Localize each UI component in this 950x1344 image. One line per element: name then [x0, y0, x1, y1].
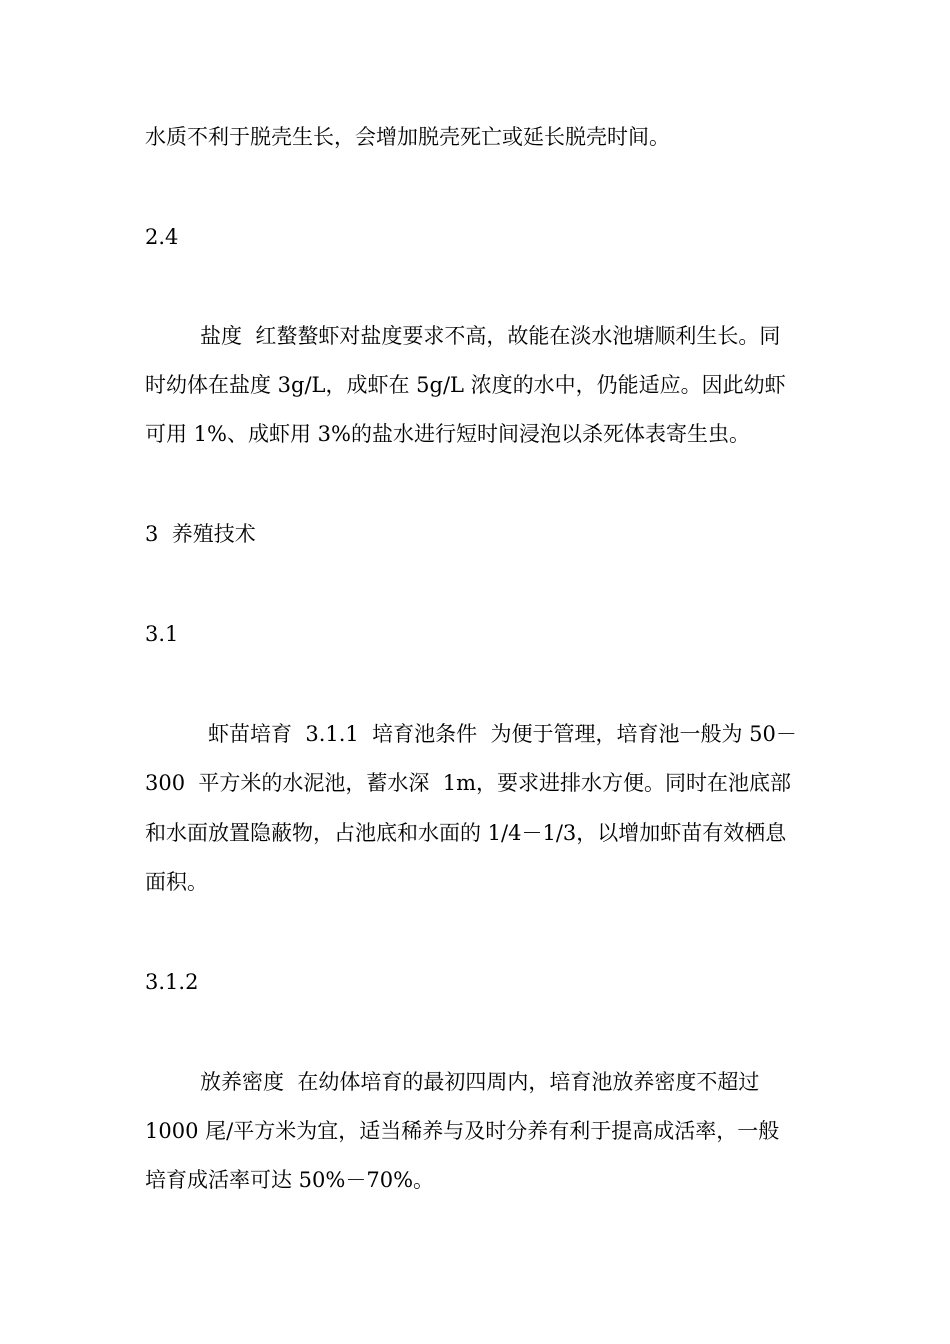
paragraph-line: 可用 1%、成虾用 3%的盐水进行短时间浸泡以杀死体表寄生虫。	[145, 422, 750, 446]
paragraph-line: 面积。	[145, 870, 208, 894]
paragraph-line: 培育成活率可达 50%－70%。	[145, 1168, 435, 1192]
paragraph-line: 放养密度 在幼体培育的最初四周内，培育池放养密度不超过	[200, 1070, 760, 1094]
section-number: 2.4	[145, 225, 179, 249]
paragraph-line: 300 平方米的水泥池，蓄水深 1m，要求进排水方便。同时在池底部	[145, 771, 792, 795]
paragraph-line: 盐度 红螯螯虾对盐度要求不高，故能在淡水池塘顺利生长。同	[200, 324, 781, 348]
paragraph-line: 时幼体在盐度 3g/L，成虾在 5g/L 浓度的水中，仍能适应。因此幼虾	[145, 373, 786, 397]
paragraph-line: 1000 尾/平方米为宜，适当稀养与及时分养有利于提高成活率，一般	[145, 1119, 780, 1143]
paragraph-line: 虾苗培育 3.1.1 培育池条件 为便于管理，培育池一般为 50－	[208, 722, 797, 746]
section-number: 3.1	[145, 622, 179, 646]
section-heading: 3 养殖技术	[145, 522, 256, 546]
section-number: 3.1.2	[145, 970, 199, 994]
paragraph-line: 和水面放置隐蔽物，占池底和水面的 1/4－1/3，以增加虾苗有效栖息	[145, 821, 787, 845]
paragraph-line: 水质不利于脱壳生长，会增加脱壳死亡或延长脱壳时间。	[145, 125, 670, 149]
